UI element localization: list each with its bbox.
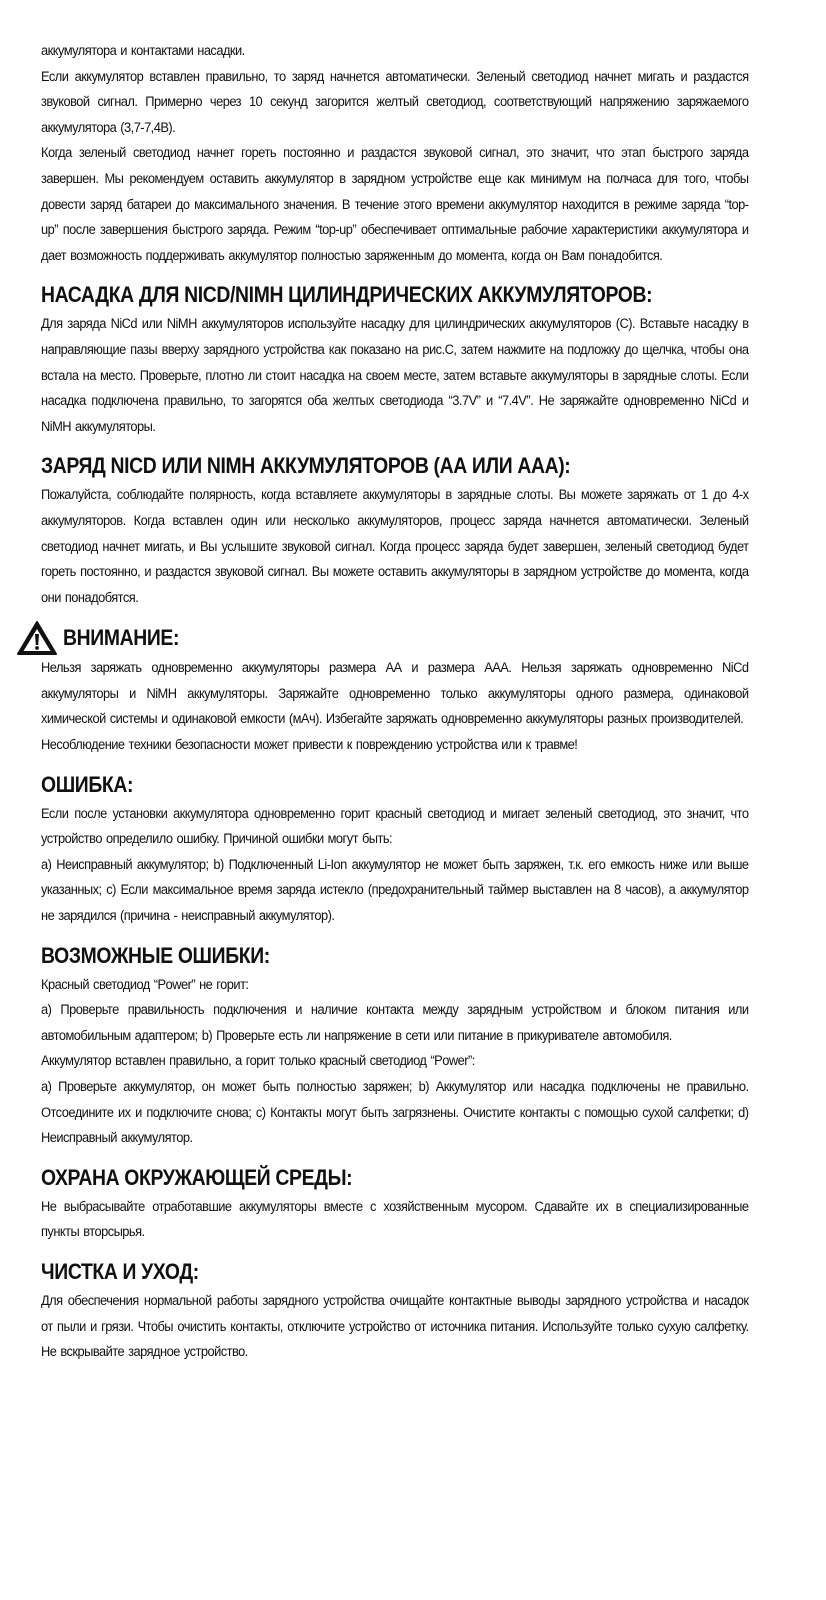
- intro-paragraph: аккумулятора и контактами насадки.: [41, 43, 245, 58]
- section-heading: ЗАРЯД NICD ИЛИ NIMH АККУМУЛЯТОРОВ (АА ИЛИ ААА):: [41, 453, 571, 479]
- section-paragraph: Несоблюдение техники безопасности может привести к повреждению устройства или к травме!: [41, 737, 578, 753]
- section-paragraph: Красный светодиод “Power” не горит:: [41, 976, 249, 992]
- section-environment: [41, 1164, 748, 1245]
- section-paragraph: a) Неисправный аккумулятор; b) Подключенный Li-Ion аккумулятор не может быть заряжен, т.к. его емкость ниже или выше указанных; c) Если максимальное время заряда истекло (предохранительный таймер выставлен на 8 часов), а аккумулятор не зарядился (причина - неисправный аккумулятор).: [41, 856, 749, 924]
- section-possible-errors: [41, 942, 748, 1151]
- warning-triangle-icon: [16, 620, 58, 656]
- section-paragraph: Не выбрасывайте отработавшие аккумуляторы вместе с хозяйственным мусором. Сдавайте их в специализированные пункты вторсырья.: [41, 1198, 749, 1240]
- section-nicd-nimh-adapter: [41, 281, 748, 439]
- section-heading: НАСАДКА ДЛЯ NICD/NIMH ЦИЛИНДРИЧЕСКИХ АККУМУЛЯТОРОВ:: [41, 282, 653, 308]
- section-heading: ОХРАНА ОКРУЖАЮЩЕЙ СРЕДЫ:: [41, 1164, 353, 1190]
- section-paragraph: Аккумулятор вставлен правильно, а горит только красный светодиод “Power”:: [41, 1053, 475, 1069]
- section-paragraph: Нельзя заряжать одновременно аккумуляторы размера АА и размера ААА. Нельзя заряжать одновременно NiCd аккумуляторы и NiMH аккумуляторы. Заряжайте одновременно только аккумуляторы одного размера, одинаковой химической системы и одинаковой емкости (мАч). Избегайте заряжать одновременно аккумуляторы разных производителей.: [41, 660, 749, 727]
- intro-block: [41, 38, 748, 268]
- section-cleaning-care: [41, 1258, 748, 1365]
- section-heading: ОШИБКА:: [41, 771, 134, 797]
- warning-heading-row: [16, 621, 748, 655]
- section-paragraph: Для заряда NiCd или NiMH аккумуляторов используйте насадку для цилиндрических аккумуляторов (С). Вставьте насадку в направляющие пазы вверху зарядного устройства как показано на рис.С, затем нажмите на подложку до щелчка, чтобы она встала на место. Проверьте, плотно ли стоит насадка на своем месте, затем вставьте аккумуляторы в зарядные слоты. Если насадка подключена правильно, то загорятся оба желтых светодиода “3.7V” и “7.4V”. Не заряжайте одновременно NiCd и NiMH аккумуляторы.: [41, 316, 749, 434]
- section-paragraph: a) Проверьте аккумулятор, он может быть полностью заряжен; b) Аккумулятор или насадка подключены не правильно. Отсоедините их и подключите снова; c) Контакты могут быть загрязнены. Очистите контакты с помощью сухой салфетки; d) Неисправный аккумулятор.: [41, 1079, 749, 1146]
- section-charging-aa-aaa: [41, 452, 748, 610]
- section-warning: [41, 621, 748, 757]
- section-heading: ВНИМАНИЕ:: [63, 625, 180, 651]
- section-heading: ВОЗМОЖНЫЕ ОШИБКИ:: [41, 942, 270, 968]
- section-paragraph: Пожалуйста, соблюдайте полярность, когда вставляете аккумуляторы в зарядные слоты. Вы можете заряжать от 1 до 4-х аккумуляторов. Когда вставлен один или несколько аккумуляторов, процесс заряда начнется автоматически. Зеленый светодиод начнет мигать, и Вы услышите звуковой сигнал. Когда процесс заряда будет завершен, зеленый светодиод будет гореть постоянно, и раздастся звуковой сигнал. Вы можете оставить аккумуляторы в зарядном устройстве до момента, когда они понадобятся.: [41, 487, 749, 605]
- intro-paragraph: Когда зеленый светодиод начнет гореть постоянно и раздастся звуковой сигнал, это значит, что этап быстрого заряда завершен. Мы рекомендуем оставить аккумулятор в зарядном устройстве еще как минимум на полчаса для того, чтобы довести заряд батареи до максимального значения. В течение этого времени аккумулятор находится в режиме заряда “top-up” после завершения быстрого заряда. Режим “top-up” обеспечивает оптимальные рабочие характеристики аккумулятора и дает возможность поддерживать аккумулятор полностью заряженным до момента, когда он Вам понадобится.: [41, 145, 749, 263]
- section-paragraph: Для обеспечения нормальной работы зарядного устройства очищайте контактные выводы зарядного устройства и насадок от пыли и грязи. Чтобы очистить контакты, отключите устройство от источника питания. Используйте только сухую салфетку. Не вскрывайте зарядное устройство.: [41, 1292, 749, 1360]
- section-heading: ЧИСТКА И УХОД:: [41, 1258, 199, 1284]
- intro-paragraph: Если аккумулятор вставлен правильно, то заряд начнется автоматически. Зеленый светодиод начнет мигать и раздастся звуковой сигнал. Примерно через 10 секунд загорится желтый светодиод, соответствующий напряжению заряжаемого аккумулятора (3,7-7,4В).: [41, 68, 749, 135]
- section-paragraph: a) Проверьте правильность подключения и наличие контакта между зарядным устройством и блоком питания или автомобильным адаптером; b) Проверьте есть ли напряжение в сети или питание в прикуривателе автомобиля.: [41, 1002, 749, 1043]
- section-error: [41, 771, 748, 929]
- section-paragraph: Если после установки аккумулятора одновременно горит красный светодиод и мигает зеленый светодиод, это значит, что устройство определило ошибку. Причиной ошибки могут быть:: [41, 805, 749, 847]
